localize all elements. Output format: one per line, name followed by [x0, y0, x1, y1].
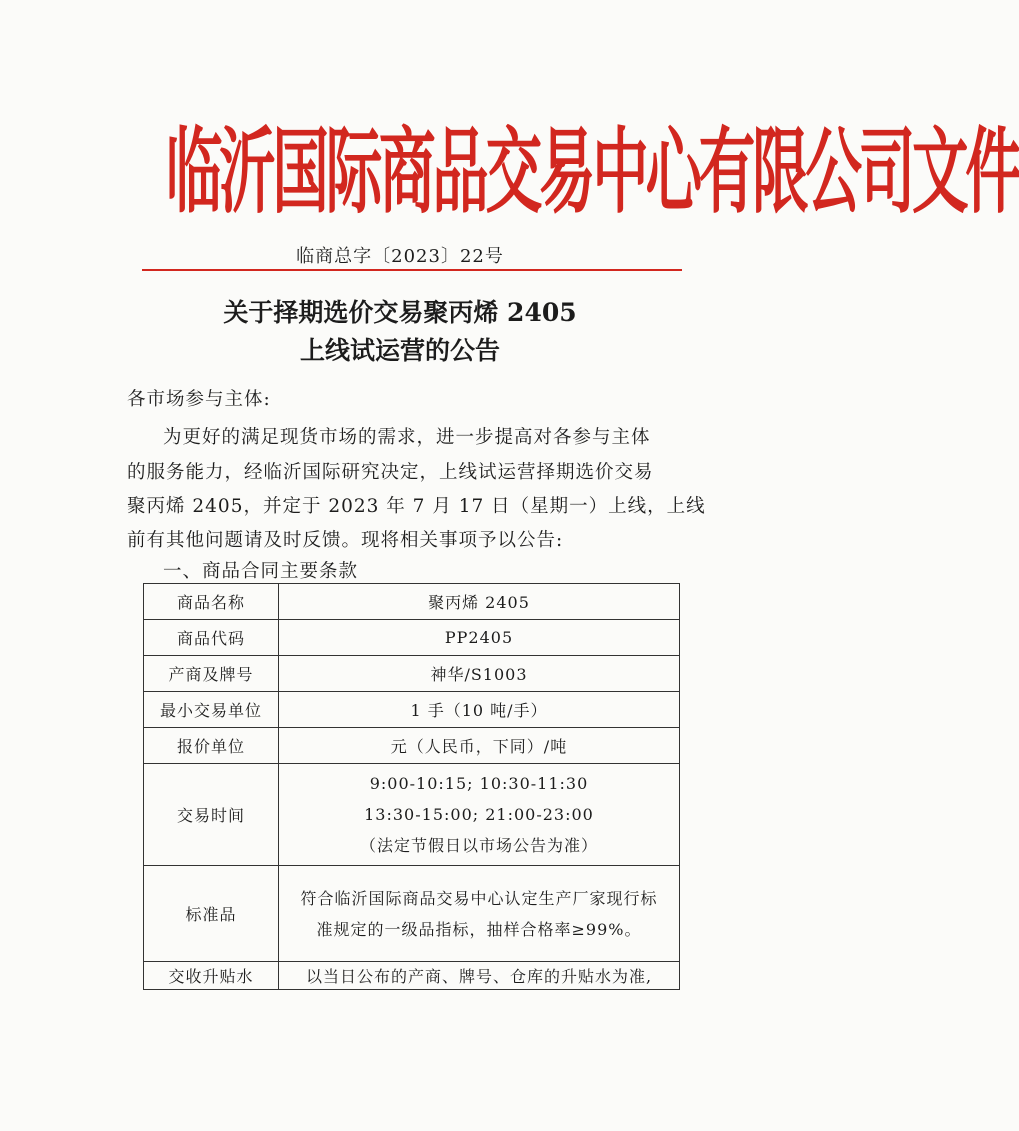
table-row: [144, 584, 680, 620]
trading-time-value: [279, 764, 680, 866]
row-value: 神华/S1003: [279, 656, 680, 692]
standard-grade-value: [279, 866, 680, 962]
trading-note: （法定节假日以市场公告为准）: [359, 836, 598, 855]
red-divider: [142, 269, 682, 271]
title-line-2: 上线试运营的公告: [299, 336, 500, 365]
row-value: 元（人民币，下同）/吨: [279, 728, 680, 764]
grade-line: 符合临沂国际商品交易中心认定生产厂家现行标: [300, 888, 658, 908]
salutation: 各市场参与主体:: [127, 389, 271, 410]
row-value: 1 手（10 吨/手）: [279, 692, 680, 728]
row-label: 商品名称: [144, 584, 279, 620]
grade-line: 准规定的一级品指标，抽样合格率≥99%。: [316, 919, 642, 939]
paragraph-line: 为更好的满足现货市场的需求，进一步提高对各参与主体: [163, 427, 651, 448]
section-heading: 一、商品合同主要条款: [163, 561, 359, 582]
trading-session: 9:00-10:15; 10:30-11:30: [369, 774, 589, 793]
row-label: 报价单位: [144, 728, 279, 764]
contract-terms-table: [143, 583, 680, 990]
trading-session: 13:30-15:00; 21:00-23:00: [364, 805, 594, 824]
row-value: PP2405: [279, 620, 680, 656]
table-row: [144, 656, 680, 692]
row-label: 标准品: [144, 866, 279, 962]
table-row: [144, 764, 680, 866]
row-value: 以当日公布的产商、牌号、仓库的升贴水为准,: [279, 962, 680, 990]
document-number: 临商总字〔2023〕22号: [296, 246, 504, 267]
table-row: [144, 962, 680, 990]
row-value: 聚丙烯 2405: [279, 584, 680, 620]
organization-header: 临沂国际商品交易中心有限公司文件: [165, 119, 1019, 227]
row-label: 商品代码: [144, 620, 279, 656]
paragraph-line: 聚丙烯 2405，并定于 2023 年 7 月 17 日（星期一）上线，上线: [127, 496, 706, 517]
paragraph-line: 的服务能力，经临沂国际研究决定，上线试运营择期选价交易: [127, 462, 654, 483]
row-label: 交易时间: [144, 764, 279, 866]
paragraph-line: 前有其他问题请及时反馈。现将相关事项予以公告:: [127, 530, 564, 551]
row-label: 产商及牌号: [144, 656, 279, 692]
table-row: [144, 692, 680, 728]
row-label: 交收升贴水: [144, 962, 279, 990]
title-line-1: 关于择期选价交易聚丙烯 2405: [223, 298, 577, 327]
table-row: [144, 866, 680, 962]
table-row: [144, 620, 680, 656]
row-label: 最小交易单位: [144, 692, 279, 728]
table-row: [144, 728, 680, 764]
